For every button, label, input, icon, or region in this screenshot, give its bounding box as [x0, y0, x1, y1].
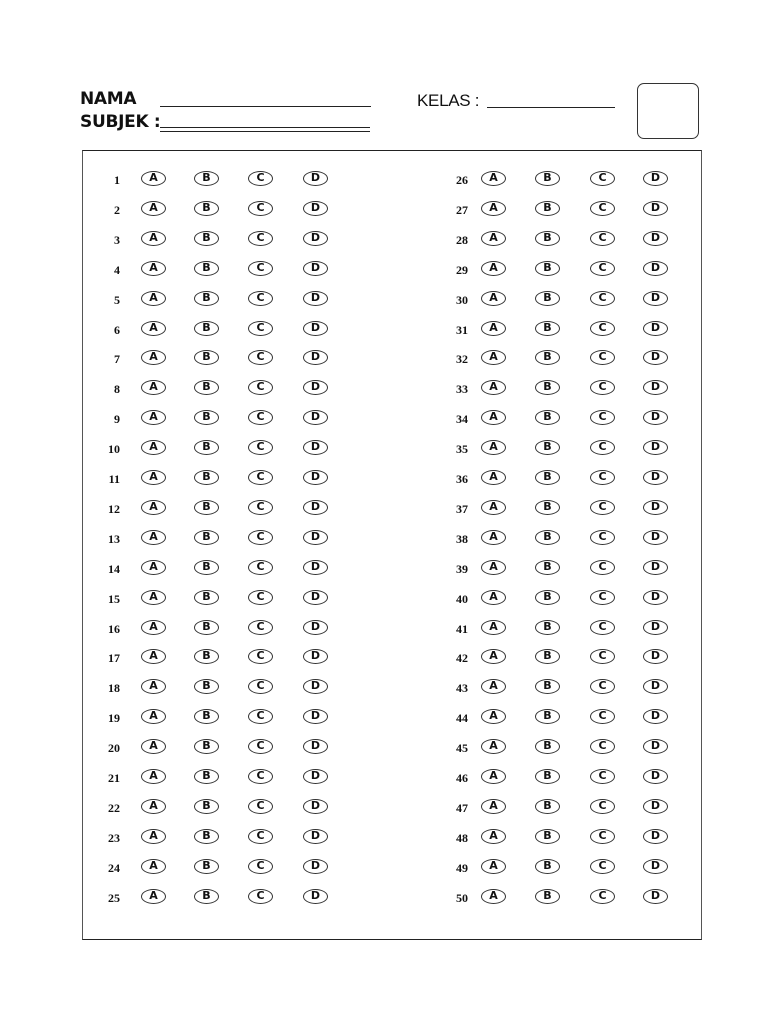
answer-bubble-c[interactable]: C [590, 261, 615, 276]
question-number: 50 [456, 891, 468, 905]
answer-bubble-b[interactable]: B [535, 500, 560, 515]
question-row [0, 469, 768, 489]
answer-bubble-b[interactable]: B [535, 889, 560, 904]
answer-bubble-c[interactable]: C [248, 739, 273, 754]
answer-bubble-c[interactable]: C [590, 500, 615, 515]
answer-bubble-d[interactable]: D [643, 350, 668, 365]
answer-bubble-d[interactable]: D [303, 201, 328, 216]
answer-bubble-d[interactable]: D [303, 739, 328, 754]
answer-bubble-d[interactable]: D [303, 380, 328, 395]
answer-bubble-d[interactable]: D [303, 889, 328, 904]
answer-bubble-a[interactable]: A [481, 530, 506, 545]
answer-bubble-d[interactable]: D [303, 859, 328, 874]
answer-bubble-d[interactable]: D [643, 769, 668, 784]
answer-bubble-b[interactable]: B [194, 500, 219, 515]
answer-bubble-c[interactable]: C [248, 530, 273, 545]
answer-bubble-a[interactable]: A [481, 649, 506, 664]
answer-bubble-c[interactable]: C [590, 859, 615, 874]
answer-bubble-a[interactable]: A [481, 410, 506, 425]
question-row [0, 828, 768, 848]
answer-bubble-a[interactable]: A [481, 709, 506, 724]
answer-bubble-d[interactable]: D [643, 321, 668, 336]
question-number: 22 [108, 801, 120, 815]
question-row [0, 738, 768, 758]
question-number: 5 [114, 293, 120, 307]
answer-bubble-b[interactable]: B [535, 859, 560, 874]
answer-bubble-a[interactable]: A [141, 799, 166, 814]
question-number: 42 [456, 651, 468, 665]
answer-bubble-b[interactable]: B [535, 171, 560, 186]
answer-bubble-b[interactable]: B [194, 889, 219, 904]
answer-bubble-a[interactable]: A [141, 649, 166, 664]
answer-bubble-d[interactable]: D [303, 799, 328, 814]
answer-bubble-d[interactable]: D [303, 560, 328, 575]
question-number: 14 [108, 562, 120, 576]
answer-bubble-b[interactable]: B [535, 799, 560, 814]
question-number: 32 [456, 352, 468, 366]
answer-bubble-c[interactable]: C [590, 470, 615, 485]
kelas-label: KELAS : [417, 91, 480, 110]
answer-bubble-b[interactable]: B [535, 829, 560, 844]
answer-bubble-a[interactable]: A [481, 500, 506, 515]
answer-bubble-a[interactable]: A [481, 620, 506, 635]
answer-bubble-c[interactable]: C [590, 620, 615, 635]
answer-bubble-a[interactable]: A [141, 560, 166, 575]
answer-bubble-d[interactable]: D [643, 261, 668, 276]
answer-bubble-c[interactable]: C [590, 590, 615, 605]
answer-bubble-c[interactable]: C [248, 171, 273, 186]
question-number: 40 [456, 592, 468, 606]
answer-bubble-a[interactable]: A [481, 470, 506, 485]
question-row [0, 290, 768, 310]
answer-bubble-b[interactable]: B [535, 739, 560, 754]
answer-bubble-a[interactable]: A [481, 739, 506, 754]
answer-bubble-a[interactable]: A [481, 679, 506, 694]
answer-bubble-a[interactable]: A [481, 231, 506, 246]
answer-bubble-a[interactable]: A [141, 500, 166, 515]
question-row [0, 200, 768, 220]
question-number: 26 [456, 173, 468, 187]
answer-bubble-b[interactable]: B [194, 171, 219, 186]
answer-bubble-a[interactable]: A [141, 261, 166, 276]
answer-bubble-d[interactable]: D [643, 620, 668, 635]
answer-bubble-d[interactable]: D [643, 649, 668, 664]
answer-bubble-d[interactable]: D [303, 410, 328, 425]
answer-bubble-a[interactable]: A [481, 350, 506, 365]
answer-bubble-d[interactable]: D [303, 530, 328, 545]
question-row [0, 170, 768, 190]
answer-bubble-a[interactable]: A [141, 739, 166, 754]
question-number: 19 [108, 711, 120, 725]
question-row [0, 559, 768, 579]
question-number: 48 [456, 831, 468, 845]
answer-bubble-b[interactable]: B [535, 679, 560, 694]
answer-bubble-c[interactable]: C [248, 380, 273, 395]
question-number: 9 [114, 412, 120, 426]
question-number: 49 [456, 861, 468, 875]
question-number: 17 [108, 651, 120, 665]
answer-bubble-c[interactable]: C [590, 321, 615, 336]
answer-bubble-b[interactable]: B [194, 859, 219, 874]
answer-bubble-d[interactable]: D [303, 590, 328, 605]
answer-bubble-d[interactable]: D [303, 620, 328, 635]
answer-bubble-d[interactable]: D [643, 739, 668, 754]
question-number: 3 [114, 233, 120, 247]
answer-bubble-c[interactable]: C [248, 679, 273, 694]
answer-bubble-c[interactable]: C [590, 380, 615, 395]
answer-bubble-b[interactable]: B [194, 321, 219, 336]
answer-bubble-c[interactable]: C [248, 231, 273, 246]
answer-bubble-c[interactable]: C [590, 889, 615, 904]
answer-bubble-c[interactable]: C [590, 829, 615, 844]
answer-bubble-c[interactable]: C [248, 829, 273, 844]
answer-bubble-c[interactable]: C [248, 440, 273, 455]
answer-bubble-d[interactable]: D [643, 829, 668, 844]
question-number: 27 [456, 203, 468, 217]
answer-bubble-c[interactable]: C [248, 410, 273, 425]
answer-bubble-d[interactable]: D [303, 350, 328, 365]
answer-bubble-c[interactable]: C [248, 261, 273, 276]
answer-bubble-b[interactable]: B [535, 350, 560, 365]
question-number: 45 [456, 741, 468, 755]
answer-bubble-d[interactable]: D [303, 829, 328, 844]
answer-bubble-a[interactable]: A [481, 171, 506, 186]
question-row [0, 320, 768, 340]
question-number: 37 [456, 502, 468, 516]
answer-bubble-d[interactable]: D [303, 709, 328, 724]
answer-bubble-d[interactable]: D [643, 679, 668, 694]
answer-bubble-a[interactable]: A [141, 829, 166, 844]
answer-bubble-d[interactable]: D [643, 560, 668, 575]
question-number: 2 [114, 203, 120, 217]
answer-bubble-d[interactable]: D [303, 171, 328, 186]
question-number: 38 [456, 532, 468, 546]
answer-bubble-d[interactable]: D [303, 440, 328, 455]
answer-bubble-c[interactable]: C [590, 649, 615, 664]
answer-bubble-a[interactable]: A [481, 261, 506, 276]
answer-bubble-c[interactable]: C [590, 799, 615, 814]
answer-bubble-a[interactable]: A [141, 709, 166, 724]
question-number: 21 [108, 771, 120, 785]
question-number: 31 [456, 323, 468, 337]
answer-bubble-d[interactable]: D [643, 889, 668, 904]
answer-bubble-c[interactable]: C [590, 350, 615, 365]
answer-bubble-d[interactable]: D [643, 530, 668, 545]
answer-bubble-b[interactable]: B [194, 620, 219, 635]
question-row [0, 260, 768, 280]
answer-bubble-a[interactable]: A [141, 291, 166, 306]
answer-bubble-b[interactable]: B [194, 769, 219, 784]
question-row [0, 888, 768, 908]
answer-bubble-a[interactable]: A [481, 769, 506, 784]
answer-bubble-b[interactable]: B [194, 201, 219, 216]
answer-bubble-a[interactable]: A [481, 321, 506, 336]
question-number: 11 [108, 472, 120, 486]
answer-bubble-b[interactable]: B [194, 530, 219, 545]
question-number: 43 [456, 681, 468, 695]
subjek-field-underline [160, 131, 370, 132]
answer-bubble-d[interactable]: D [643, 231, 668, 246]
answer-bubble-b[interactable]: B [535, 440, 560, 455]
answer-bubble-a[interactable]: A [481, 560, 506, 575]
answer-bubble-c[interactable]: C [590, 739, 615, 754]
answer-bubble-a[interactable]: A [481, 440, 506, 455]
question-number: 8 [114, 382, 120, 396]
answer-bubble-b[interactable]: B [194, 231, 219, 246]
question-row [0, 798, 768, 818]
answer-bubble-a[interactable]: A [141, 350, 166, 365]
question-number: 44 [456, 711, 468, 725]
answer-bubble-c[interactable]: C [590, 440, 615, 455]
answer-bubble-c[interactable]: C [590, 231, 615, 246]
question-number: 39 [456, 562, 468, 576]
subjek-label: SUBJEK : [80, 112, 161, 132]
answer-bubble-a[interactable]: A [141, 201, 166, 216]
answer-bubble-c[interactable]: C [248, 291, 273, 306]
nama-field-line[interactable] [160, 106, 371, 107]
answer-bubble-b[interactable]: B [194, 470, 219, 485]
answer-bubble-a[interactable]: A [141, 679, 166, 694]
answer-bubble-c[interactable]: C [248, 201, 273, 216]
answer-bubble-c[interactable]: C [590, 530, 615, 545]
question-number: 23 [108, 831, 120, 845]
answer-bubble-d[interactable]: D [643, 590, 668, 605]
question-number: 35 [456, 442, 468, 456]
answer-bubble-b[interactable]: B [535, 201, 560, 216]
answer-bubble-c[interactable]: C [248, 321, 273, 336]
answer-bubble-c[interactable]: C [248, 709, 273, 724]
question-number: 12 [108, 502, 120, 516]
answer-bubble-c[interactable]: C [590, 679, 615, 694]
question-number: 20 [108, 741, 120, 755]
answer-bubble-b[interactable]: B [535, 321, 560, 336]
answer-bubble-a[interactable]: A [141, 171, 166, 186]
question-number: 36 [456, 472, 468, 486]
answer-bubble-d[interactable]: D [303, 769, 328, 784]
question-row [0, 708, 768, 728]
answer-bubble-d[interactable]: D [643, 171, 668, 186]
question-row [0, 230, 768, 250]
question-row [0, 858, 768, 878]
answer-bubble-b[interactable]: B [194, 291, 219, 306]
question-number: 18 [108, 681, 120, 695]
answer-bubble-c[interactable]: C [590, 171, 615, 186]
question-row [0, 529, 768, 549]
answer-bubble-b[interactable]: B [535, 261, 560, 276]
answer-bubble-a[interactable]: A [481, 859, 506, 874]
answer-bubble-d[interactable]: D [303, 261, 328, 276]
answer-bubble-c[interactable]: C [590, 769, 615, 784]
question-number: 47 [456, 801, 468, 815]
answer-bubble-b[interactable]: B [535, 620, 560, 635]
answer-bubble-b[interactable]: B [535, 590, 560, 605]
answer-bubble-b[interactable]: B [535, 769, 560, 784]
answer-bubble-b[interactable]: B [535, 709, 560, 724]
question-number: 7 [114, 352, 120, 366]
answer-bubble-a[interactable]: A [481, 380, 506, 395]
answer-bubble-a[interactable]: A [141, 859, 166, 874]
answer-bubble-a[interactable]: A [141, 590, 166, 605]
question-number: 41 [456, 622, 468, 636]
answer-bubble-b[interactable]: B [535, 231, 560, 246]
answer-bubble-a[interactable]: A [141, 620, 166, 635]
answer-bubble-d[interactable]: D [643, 291, 668, 306]
answer-bubble-c[interactable]: C [248, 500, 273, 515]
question-number: 16 [108, 622, 120, 636]
answer-bubble-d[interactable]: D [643, 470, 668, 485]
answer-bubble-b[interactable]: B [194, 709, 219, 724]
question-row [0, 349, 768, 369]
answer-bubble-b[interactable]: B [194, 739, 219, 754]
answer-bubble-a[interactable]: A [481, 889, 506, 904]
question-number: 4 [114, 263, 120, 277]
question-number: 28 [456, 233, 468, 247]
question-number: 34 [456, 412, 468, 426]
answer-bubble-a[interactable]: A [141, 769, 166, 784]
answer-bubble-a[interactable]: A [141, 470, 166, 485]
answer-bubble-b[interactable]: B [194, 679, 219, 694]
answer-bubble-c[interactable]: C [248, 769, 273, 784]
question-row [0, 379, 768, 399]
question-number: 33 [456, 382, 468, 396]
question-number: 24 [108, 861, 120, 875]
answer-bubble-b[interactable]: B [535, 291, 560, 306]
answer-bubble-d[interactable]: D [303, 500, 328, 515]
answer-bubble-c[interactable]: C [248, 620, 273, 635]
question-row [0, 648, 768, 668]
answer-bubble-d[interactable]: D [643, 859, 668, 874]
answer-bubble-d[interactable]: D [303, 679, 328, 694]
answer-bubble-d[interactable]: D [643, 410, 668, 425]
answer-bubble-d[interactable]: D [643, 380, 668, 395]
question-number: 46 [456, 771, 468, 785]
answer-bubble-b[interactable]: B [535, 649, 560, 664]
answer-bubble-a[interactable]: A [481, 799, 506, 814]
answer-bubble-b[interactable]: B [194, 410, 219, 425]
answer-bubble-d[interactable]: D [643, 201, 668, 216]
answer-bubble-a[interactable]: A [141, 889, 166, 904]
answer-bubble-c[interactable]: C [248, 799, 273, 814]
question-number: 10 [108, 442, 120, 456]
subjek-field-line[interactable] [160, 127, 370, 128]
question-row [0, 499, 768, 519]
answer-bubble-b[interactable]: B [194, 799, 219, 814]
answer-bubble-a[interactable]: A [141, 321, 166, 336]
question-row [0, 619, 768, 639]
answer-bubble-b[interactable]: B [194, 380, 219, 395]
answer-bubble-b[interactable]: B [535, 470, 560, 485]
answer-bubble-b[interactable]: B [194, 350, 219, 365]
answer-bubble-b[interactable]: B [535, 560, 560, 575]
question-row [0, 768, 768, 788]
answer-bubble-d[interactable]: D [643, 500, 668, 515]
answer-bubble-a[interactable]: A [481, 829, 506, 844]
answer-bubble-d[interactable]: D [643, 709, 668, 724]
answer-bubble-c[interactable]: C [248, 859, 273, 874]
question-row [0, 678, 768, 698]
answer-bubble-a[interactable]: A [481, 590, 506, 605]
answer-bubble-b[interactable]: B [194, 261, 219, 276]
question-number: 13 [108, 532, 120, 546]
answer-bubble-b[interactable]: B [535, 380, 560, 395]
answer-bubble-d[interactable]: D [303, 291, 328, 306]
answer-bubble-c[interactable]: C [248, 649, 273, 664]
answer-bubble-d[interactable]: D [303, 470, 328, 485]
answer-bubble-c[interactable]: C [590, 410, 615, 425]
kelas-field-line[interactable] [487, 107, 615, 108]
answer-bubble-b[interactable]: B [535, 530, 560, 545]
answer-bubble-a[interactable]: A [141, 410, 166, 425]
answer-bubble-d[interactable]: D [643, 440, 668, 455]
answer-bubble-b[interactable]: B [535, 410, 560, 425]
question-row [0, 589, 768, 609]
answer-bubble-d[interactable]: D [643, 799, 668, 814]
question-number: 6 [114, 323, 120, 337]
answer-bubble-c[interactable]: C [248, 470, 273, 485]
score-box[interactable] [637, 83, 699, 139]
question-number: 30 [456, 293, 468, 307]
answer-bubble-b[interactable]: B [194, 560, 219, 575]
answer-bubble-b[interactable]: B [194, 649, 219, 664]
question-number: 1 [114, 173, 120, 187]
answer-bubble-c[interactable]: C [590, 560, 615, 575]
nama-label: NAMA [80, 89, 137, 109]
answer-bubble-b[interactable]: B [194, 829, 219, 844]
question-row [0, 409, 768, 429]
answer-bubble-d[interactable]: D [303, 231, 328, 246]
answer-bubble-c[interactable]: C [248, 560, 273, 575]
answer-bubble-a[interactable]: A [141, 530, 166, 545]
answer-bubble-a[interactable]: A [481, 291, 506, 306]
question-number: 15 [108, 592, 120, 606]
answer-bubble-c[interactable]: C [248, 889, 273, 904]
answer-bubble-b[interactable]: B [194, 440, 219, 455]
answer-bubble-a[interactable]: A [141, 440, 166, 455]
answer-bubble-d[interactable]: D [303, 649, 328, 664]
answer-bubble-d[interactable]: D [303, 321, 328, 336]
question-number: 25 [108, 891, 120, 905]
answer-bubble-a[interactable]: A [141, 231, 166, 246]
answer-bubble-c[interactable]: C [590, 201, 615, 216]
question-number: 29 [456, 263, 468, 277]
answer-bubble-c[interactable]: C [248, 350, 273, 365]
question-row [0, 439, 768, 459]
answer-bubble-a[interactable]: A [481, 201, 506, 216]
answer-bubble-c[interactable]: C [248, 590, 273, 605]
answer-bubble-b[interactable]: B [194, 590, 219, 605]
answer-bubble-c[interactable]: C [590, 709, 615, 724]
answer-bubble-c[interactable]: C [590, 291, 615, 306]
answer-bubble-a[interactable]: A [141, 380, 166, 395]
